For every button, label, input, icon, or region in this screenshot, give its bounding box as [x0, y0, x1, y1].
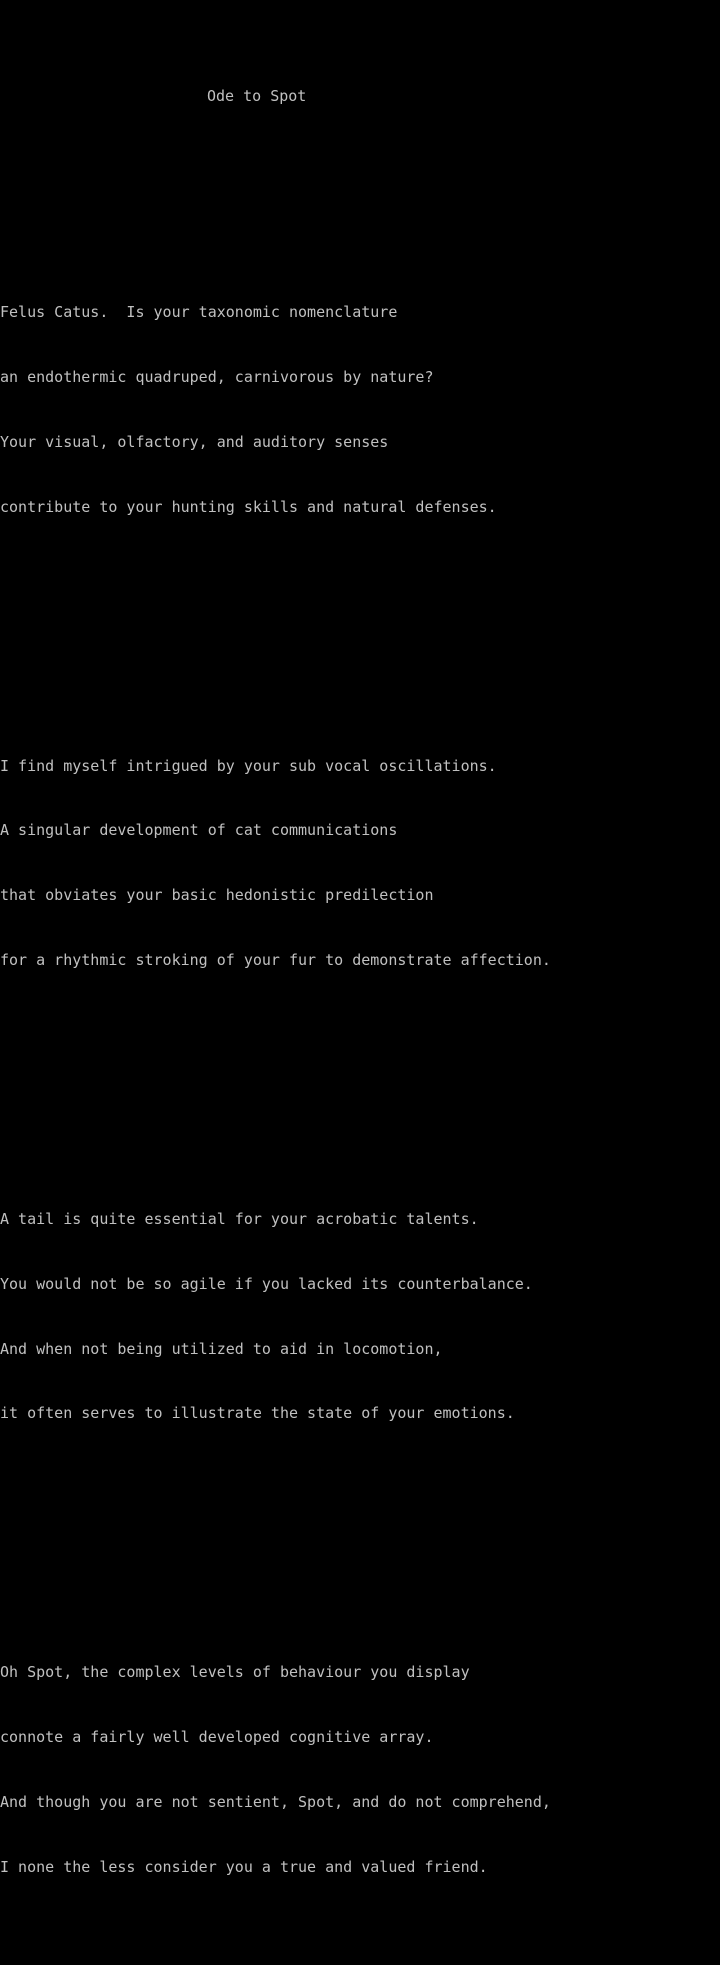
- poem-line: A tail is quite essential for your acrobatic talents.: [0, 1210, 479, 1229]
- poem-line: that obviates your basic hedonistic predilection: [0, 886, 434, 905]
- poem-line: it often serves to illustrate the state of your emotions.: [0, 1404, 515, 1423]
- poem-line: contribute to your hunting skills and natural defenses.: [0, 497, 497, 516]
- poem-line: Your visual, olfactory, and auditory senses: [0, 432, 389, 451]
- blank-row: [0, 1080, 720, 1102]
- blank-row: [0, 173, 720, 195]
- poem-line: connote a fairly well developed cognitive array.: [0, 1728, 434, 1747]
- poem-line: And when not being utilized to aid in locomotion,: [0, 1339, 443, 1358]
- poem-line: Felus Catus. Is your taxonomic nomenclature: [0, 303, 398, 322]
- poem-line: I find myself intrigued by your sub vocal oscillations.: [0, 756, 497, 775]
- blank-row: [0, 626, 720, 648]
- poem-stanza-3: [0, 1166, 720, 1468]
- poem-line: an endothermic quadruped, carnivorous by nature?: [0, 368, 434, 387]
- poem-line: for a rhythmic stroking of your fur to demonstrate affection.: [0, 950, 551, 969]
- poem-line: A singular development of cat communications: [0, 821, 398, 840]
- poem-stanza-1: [0, 259, 720, 561]
- poem-line: You would not be so agile if you lacked its counterbalance.: [0, 1274, 533, 1293]
- poem-line: And though you are not sentient, Spot, and do not comprehend,: [0, 1792, 551, 1811]
- poem-line: I none the less consider you a true and valued friend.: [0, 1857, 488, 1876]
- poem-stanza-4: [0, 1619, 720, 1921]
- poem-line: Oh Spot, the complex levels of behaviour you display: [0, 1663, 470, 1682]
- poem-title: Ode to Spot: [207, 87, 307, 106]
- poem-stanza-2: [0, 712, 720, 1014]
- blank-row: [0, 1533, 720, 1555]
